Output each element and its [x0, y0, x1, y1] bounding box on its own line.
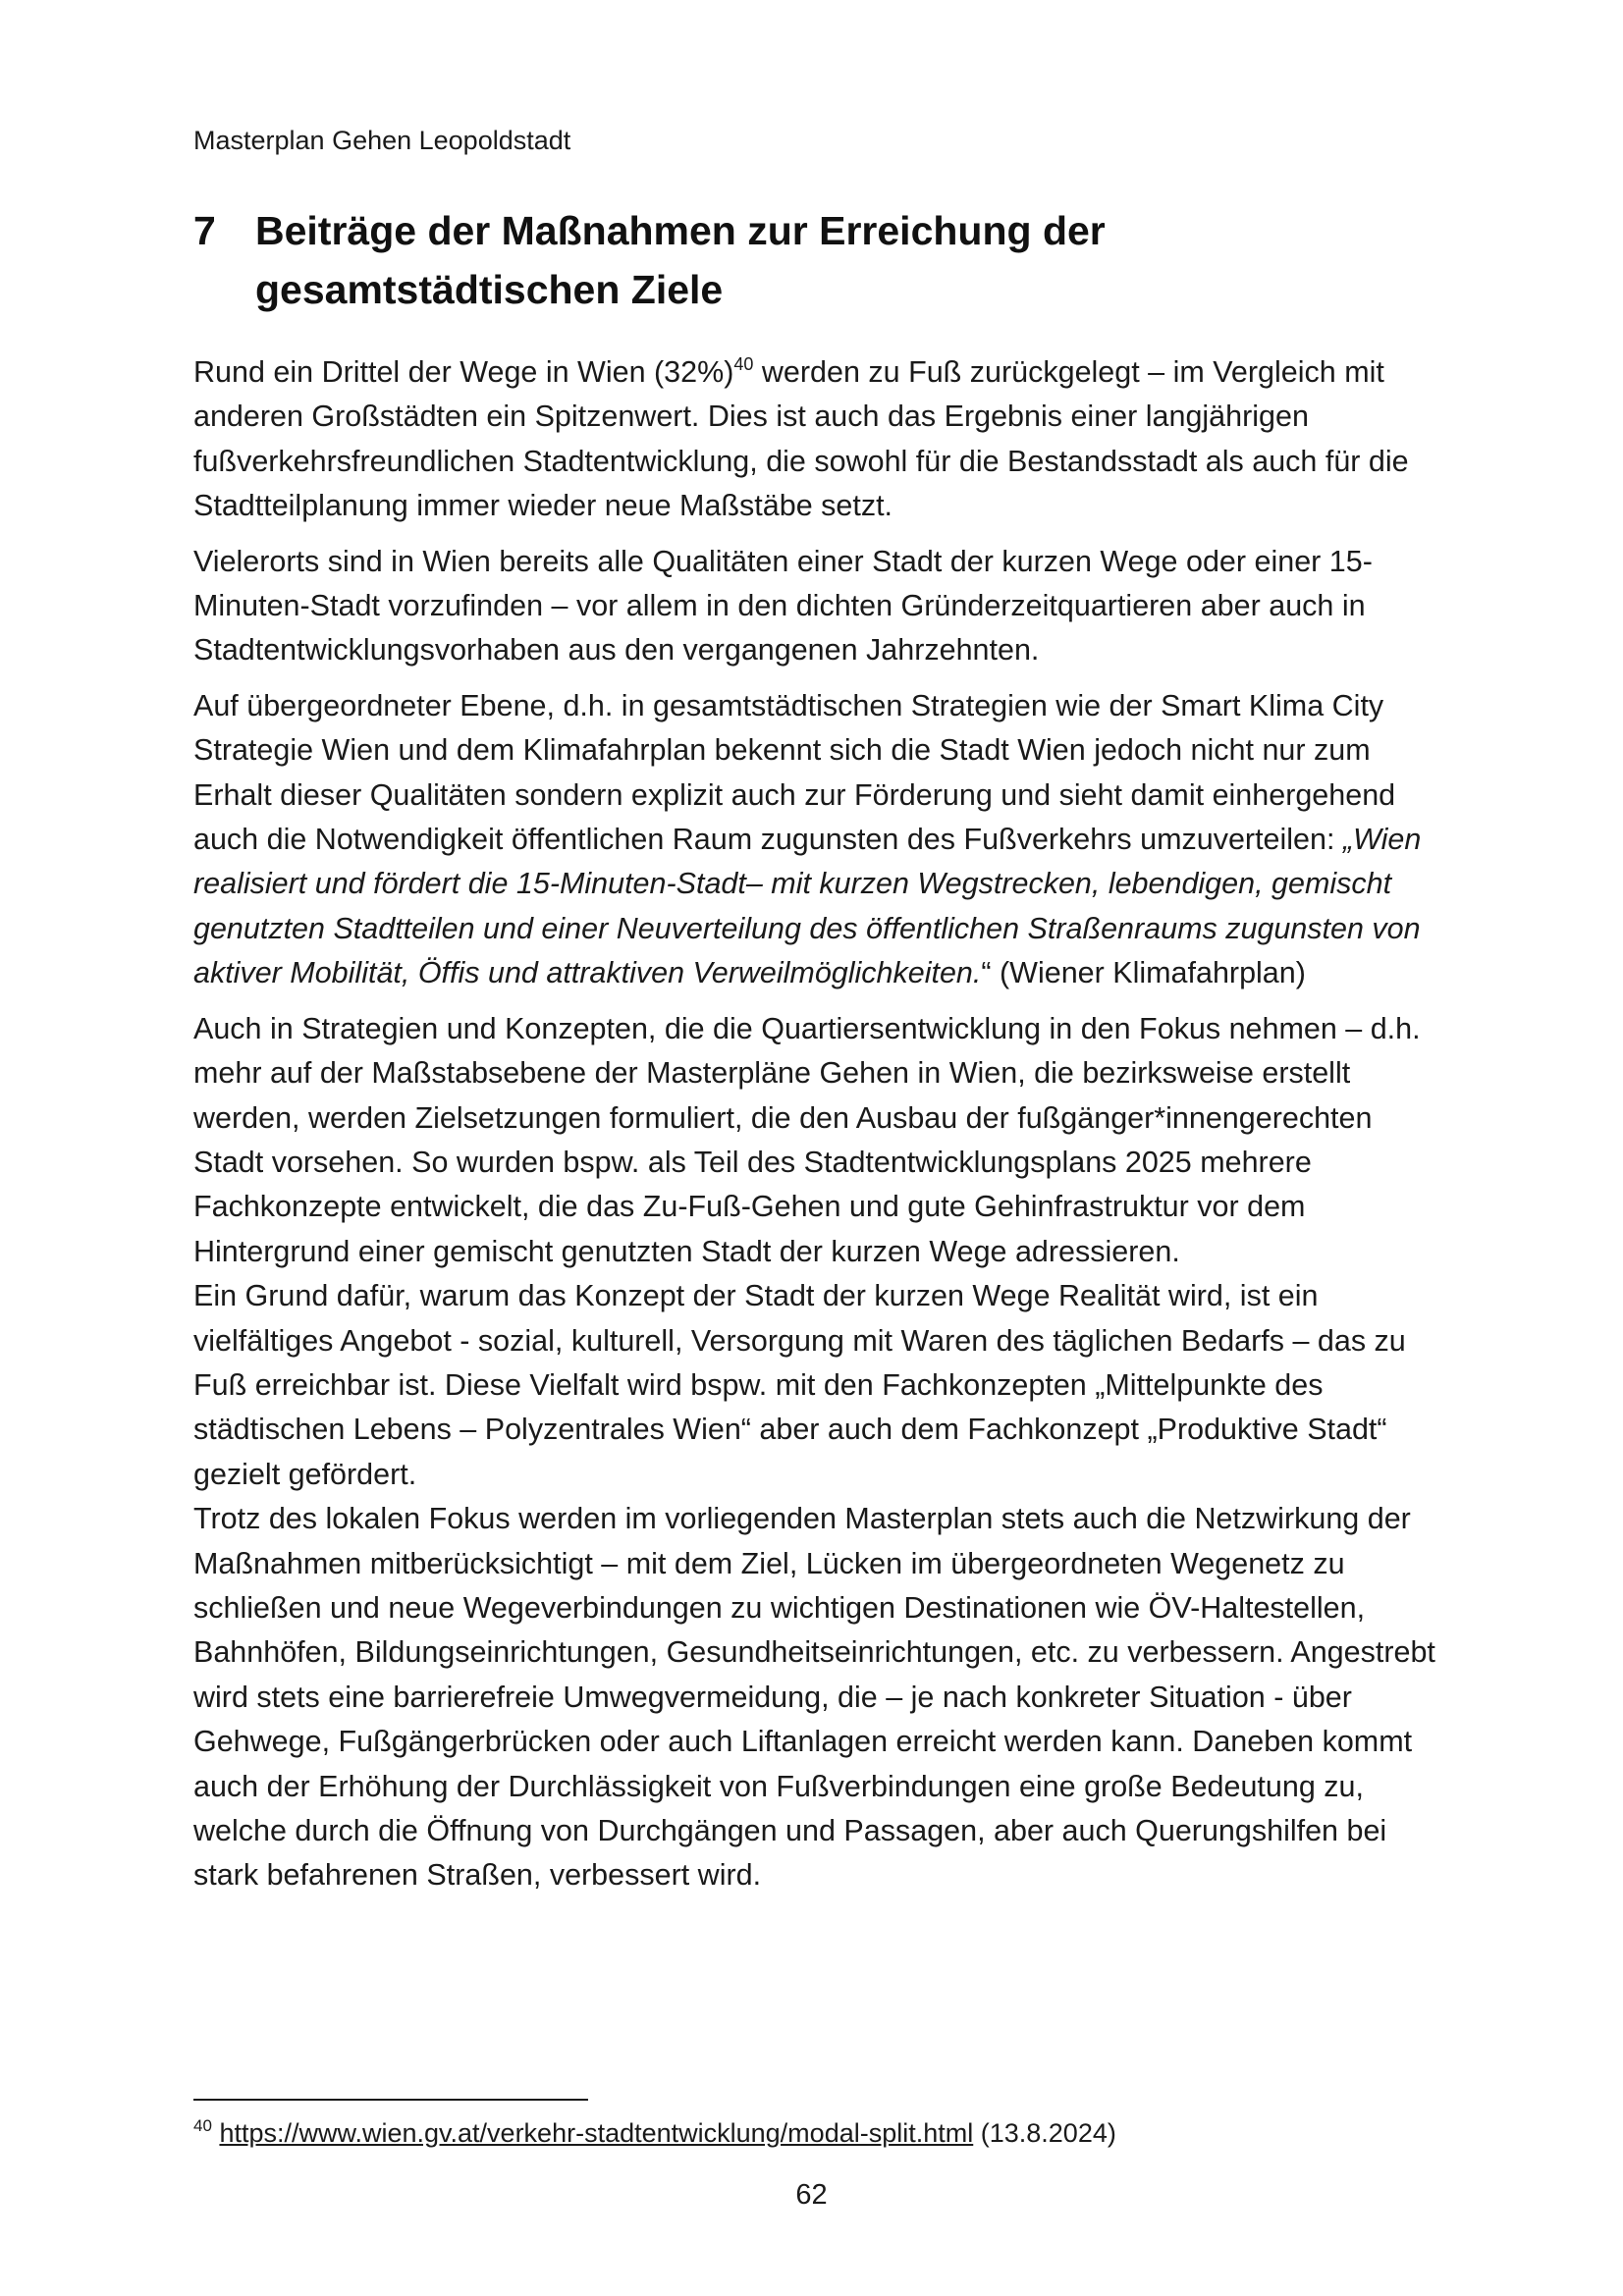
footnote-link[interactable]: https://www.wien.gv.at/verkehr-stadtentwicklung/modal-split.html [219, 2118, 974, 2148]
footnote-date: (13.8.2024) [973, 2118, 1116, 2148]
paragraph-2: Vielerorts sind in Wien bereits alle Qualitäten einer Stadt der kurzen Wege oder einer 15-Minuten-Stadt vorzufinden – vor allem in den dichten Gründerzeitquartieren aber auch in Stadtentwicklungsvorhaben aus den vergangenen Jahrzehnten. [193, 544, 1373, 667]
paragraph-1 [193, 350, 1445, 529]
chapter-number: 7 [193, 208, 216, 253]
footnote [193, 2115, 1450, 2151]
footnote-number: 40 [193, 2116, 212, 2135]
chapter-title: Beiträge der Maßnahmen zur Erreichung der gesamtstädtischen Ziele [255, 208, 1106, 312]
paragraph-1-rest: werden zu Fuß zurückgelegt – im Vergleich mit anderen Großstädten ein Spitzenwert. Dies ist auch das Ergebnis einer langjährigen fußverkehrsfreundlichen Stadtentwicklung, die sowohl für die Bestandsstadt als auch für die Stadtteilplanung immer wieder neue Maßstäbe setzt. [193, 355, 1409, 523]
paragraph-3-quote: „Wien realisiert und fördert die 15-Minuten-Stadt– mit kurzen Wegstrecken, lebendigen, gemischt genutzten Stadtteilen und einer Neuverteilung des öffentlichen Straßenraums zugunsten von aktiver Mobilität, Öffis und attraktiven Verweilmöglichkeiten. [193, 823, 1422, 990]
paragraph-3-source: “ (Wiener Klimafahrplan) [981, 956, 1306, 990]
paragraph-5: Ein Grund dafür, warum das Konzept der Stadt der kurzen Wege Realität wird, ist ein vielfältiges Angebot - sozial, kulturell, Versorgung mit Waren des täglichen Bedarfs – das zu Fuß erreichbar ist. Diese Vielfalt wird bspw. mit den Fachkonzepten „Mittelpunkte des städtischen Lebens – Polyzentrales Wien“ aber auch dem Fachkonzept „Produktive Stadt“ gezielt gefördert. [193, 1279, 1406, 1491]
paragraph-4: Auch in Strategien und Konzepten, die die Quartiersentwicklung in den Fokus nehmen – d.h. mehr auf der Maßstabsebene der Masterpläne Gehen in Wien, die bezirksweise erstellt werden, werden Zielsetzungen formuliert, die den Ausbau der fußgänger*innengerechten Stadt vorsehen. So wurden bspw. als Teil des Stadtentwicklungsplans 2025 mehrere Fachkonzepte entwickelt, die das Zu-Fuß-Gehen und gute Gehinfrastruktur vor dem Hintergrund einer gemischt genutzten Stadt der kurzen Wege adressieren. [193, 1011, 1421, 1268]
paragraph-3 [193, 684, 1445, 996]
body-text [193, 350, 1445, 1898]
paragraph-6: Trotz des lokalen Fokus werden im vorliegenden Masterplan stets auch die Netzwirkung der Maßnahmen mitberücksichtigt – mit dem Ziel, Lücken im übergeordneten Wegenetz zu schließen und neue Wegeverbindungen zu wichtigen Destinationen wie ÖV-Haltestellen, Bahnhöfen, Bildungseinrichtungen, Gesundheitseinrichtungen, etc. zu verbessern. Angestrebt wird stets eine barrierefreie Umwegvermeidung, die – je nach konkreter Situation - über Gehwege, Fußgängerbrücken oder auch Liftanlagen erreicht werden kann. Daneben kommt auch der Erhöhung der Durchlässigkeit von Fußverbindungen eine große Bedeutung zu, welche durch die Öffnung von Durchgängen und Passagen, aber auch Querungshilfen bei stark befahrenen Straßen, verbessert wird. [193, 1502, 1435, 1893]
paragraph-1-start: Rund ein Drittel der Wege in Wien (32%) [193, 355, 734, 389]
footnote-reference[interactable]: 40 [733, 354, 754, 374]
chapter-heading [193, 201, 1450, 319]
footnote-divider [193, 2099, 588, 2101]
page-number: 62 [795, 2179, 828, 2211]
paragraph-3-intro: Auf übergeordneter Ebene, d.h. in gesamtstädtischen Strategien wie der Smart Klima City Strategie Wien und dem Klimafahrplan bekennt sich die Stadt Wien jedoch nicht nur zum Erhalt dieser Qualitäten sondern explizit auch zur Förderung und sieht damit einhergehend auch die Notwendigkeit öffentlichen Raum zugunsten des Fußverkehrs umzuverteilen: [193, 688, 1396, 857]
running-header: Masterplan Gehen Leopoldstadt [193, 126, 571, 155]
